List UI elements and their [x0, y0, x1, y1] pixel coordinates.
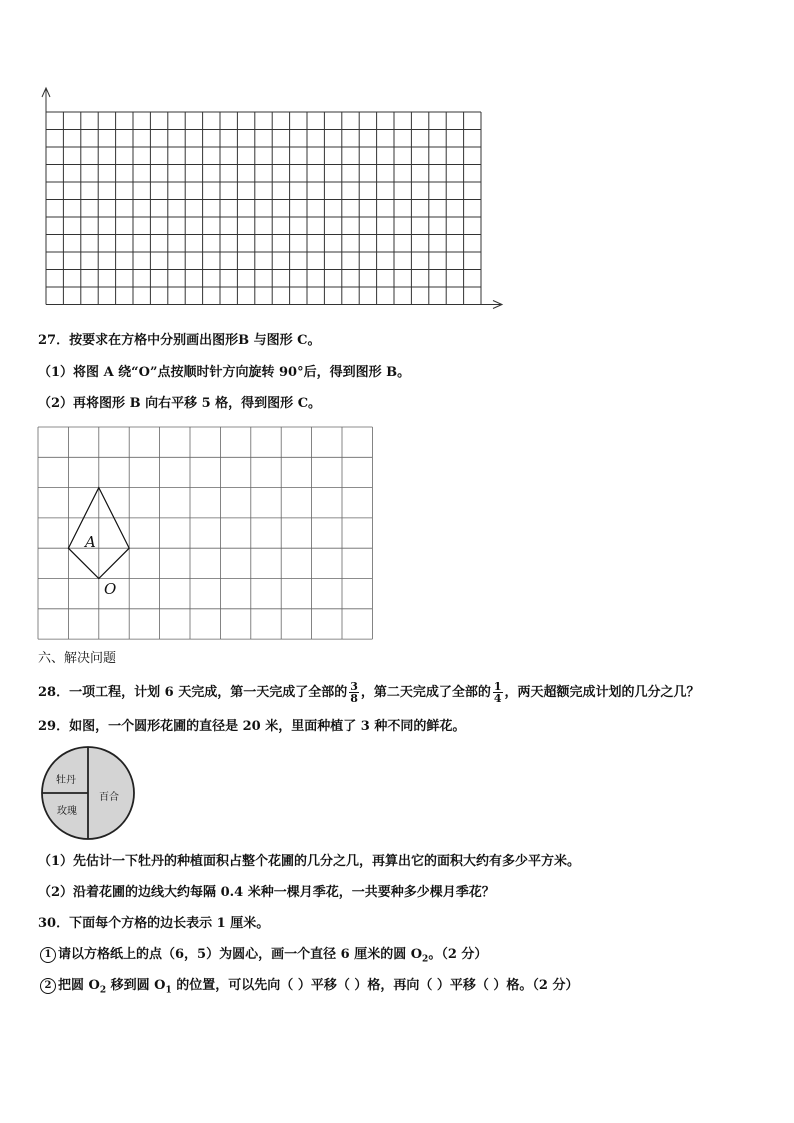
q30-sub2-text-c: 的位置，可以先向（ ）平移（ ）格，再向（ ）平移（ ）格。（2 分） [171, 978, 579, 993]
fraction-one-quarter [493, 681, 503, 704]
circled-number-2: 2 [40, 978, 56, 994]
flower-label-rose: 玫瑰 [57, 806, 77, 817]
q28-part1: 28．一项工程，计划 6 天完成，第一天完成了全部的 [38, 685, 348, 700]
q30-sub1-score: 。（2 分） [428, 947, 488, 962]
q27-step1: （1）将图 A 绕“O”点按顺时针方向旋转 90°后，得到图形 B。 [38, 365, 411, 380]
subscript: 2 [422, 954, 429, 965]
point-o-label: O [104, 580, 117, 598]
q30-sub2-text-a: 把圆 O [58, 978, 100, 993]
q29-sub2: （2）沿着花圃的边线大约每隔 0.4 米种一棵月季花，一共要种多少棵月季花？ [38, 885, 495, 900]
frac2-numerator: 1 [493, 680, 502, 693]
flower-garden-diagram [40, 747, 140, 847]
circled-number-1: 1 [40, 947, 56, 963]
frac2-denominator: 4 [493, 692, 502, 705]
q27-step2: （2）再将图形 B 向右平移 5 格，得到图形 C。 [38, 396, 322, 411]
subscript: 1 [165, 985, 172, 996]
q27-title: 27．按要求在方格中分别画出图形B 与图形 C。 [38, 333, 321, 348]
shape-a-label: A [85, 533, 96, 551]
q29-sub1: （1）先估计一下牡丹的种植面积占整个花圃的几分之几，再算出它的面积大约有多少平方米。 [38, 854, 581, 869]
section-heading: 六、解决问题 [38, 651, 117, 666]
q28-part3: ，两天超额完成计划的几分之几？ [504, 685, 700, 700]
fraction-three-eighths [349, 681, 359, 704]
q29-title: 29．如图，一个圆形花圃的直径是 20 米，里面种植了 3 种不同的鲜花。 [38, 719, 466, 734]
q30-sub2 [40, 977, 578, 1000]
q30-title: 30．下面每个方格的边长表示 1 厘米。 [38, 916, 270, 931]
subscript: 2 [99, 985, 107, 996]
q28-text [38, 680, 700, 706]
q30-sub1 [40, 946, 487, 969]
frac1-numerator: 3 [350, 680, 358, 693]
flower-label-peony: 牡丹 [56, 775, 76, 786]
q28-part2: ，第二天完成了全部的 [360, 685, 491, 700]
frac1-denominator: 8 [350, 692, 358, 705]
flower-label-lily: 百合 [99, 792, 119, 803]
coordinate-grid [0, 0, 794, 330]
q30-sub1-text: 请以方格纸上的点（6，5）为圆心，画一个直径 6 厘米的圆 O [58, 947, 423, 962]
q30-sub2-text-b: 移到圆 O [106, 978, 166, 993]
